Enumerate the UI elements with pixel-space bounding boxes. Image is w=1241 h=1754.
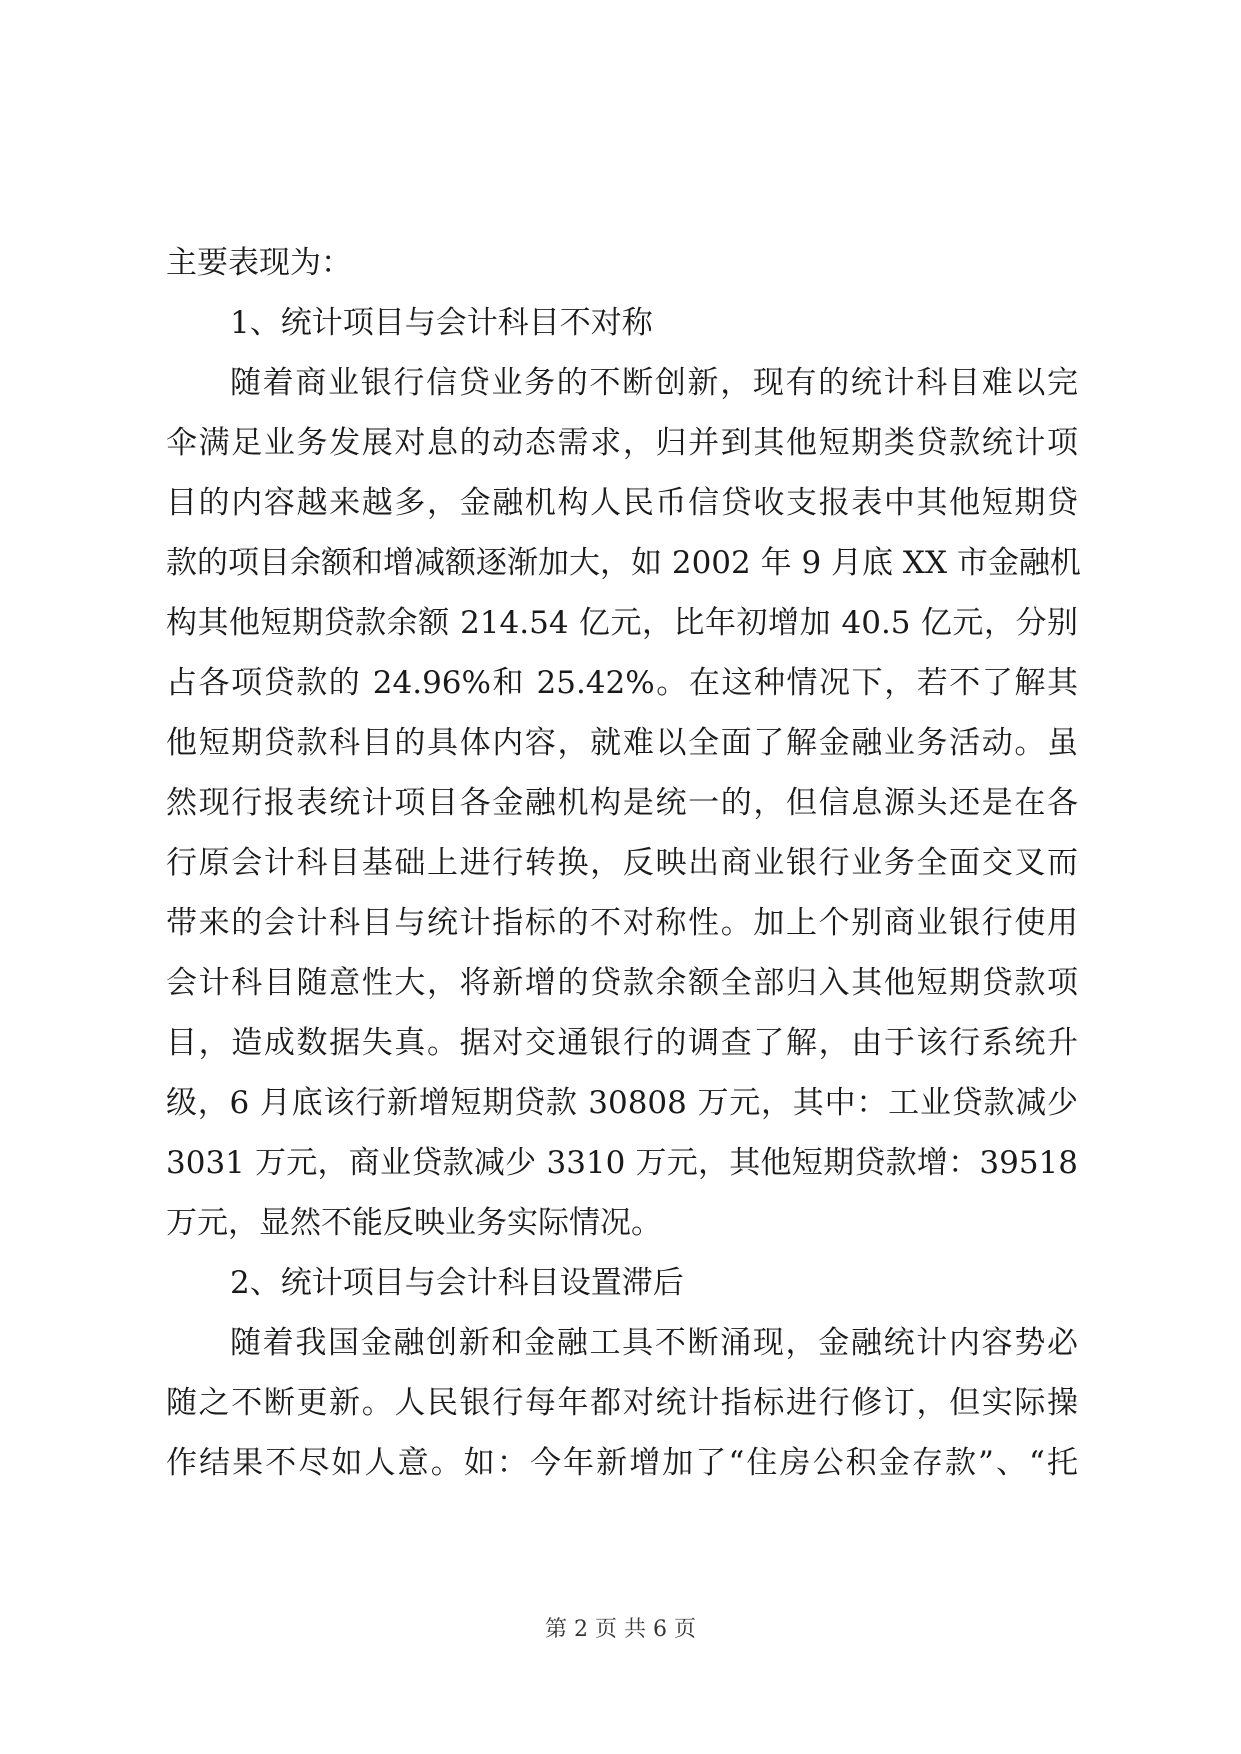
text-line: 伞满足业务发展对息的动态需求，归并到其他短期类贷款统计项 — [166, 425, 1078, 461]
text-line: 3031 万元，商业贷款减少 3310 万元，其他短期贷款增：39518 — [166, 1145, 1078, 1181]
section-heading: 2、统计项目与会计科目设置滞后 — [230, 1265, 684, 1301]
body-text — [166, 233, 1081, 1493]
text-line: 随着我国金融创新和金融工具不断涌现，金融统计内容势必 — [230, 1325, 1078, 1361]
text-line: 行原会计科目基础上进行转换，反映出商业银行业务全面交叉而 — [166, 845, 1078, 881]
page-footer — [0, 1612, 1241, 1643]
text-line: 他短期贷款科目的具体内容，就难以全面了解金融业务活动。虽 — [166, 725, 1078, 761]
text-line: 主要表现为： — [166, 245, 352, 281]
text-line: 随着商业银行信贷业务的不断创新，现有的统计科目难以完 — [230, 365, 1078, 401]
text-line: 会计科目随意性大，将新增的贷款余额全部归入其他短期贷款项 — [166, 965, 1078, 1001]
text-line: 作结果不尽如人意。如：今年新增加了“住房公积金存款”、“托 — [166, 1445, 1078, 1481]
text-line: 级，6 月底该行新增短期贷款 30808 万元，其中：工业贷款减少 — [166, 1085, 1078, 1121]
section-heading: 1、统计项目与会计科目不对称 — [230, 305, 653, 341]
page-number-label: 第 2 页 共 6 页 — [545, 1617, 696, 1642]
text-line: 万元，显然不能反映业务实际情况。 — [166, 1205, 662, 1241]
text-line: 占各项贷款的 24.96%和 25.42%。在这种情况下，若不了解其 — [166, 665, 1078, 701]
text-line: 款的项目余额和增减额逐渐加大，如 2002 年 9 月底 XX 市金融机 — [166, 545, 1081, 581]
text-line: 构其他短期贷款余额 214.54 亿元，比年初增加 40.5 亿元，分别 — [166, 605, 1078, 641]
text-line: 目的内容越来越多，金融机构人民币信贷收支报表中其他短期贷 — [166, 485, 1078, 521]
text-line: 目，造成数据失真。据对交通银行的调查了解，由于该行系统升 — [166, 1025, 1078, 1061]
text-line: 然现行报表统计项目各金融机构是统一的，但信息源头还是在各 — [166, 785, 1078, 821]
text-line: 带来的会计科目与统计指标的不对称性。加上个别商业银行使用 — [166, 905, 1078, 941]
text-line: 随之不断更新。人民银行每年都对统计指标进行修订，但实际操 — [166, 1385, 1078, 1421]
